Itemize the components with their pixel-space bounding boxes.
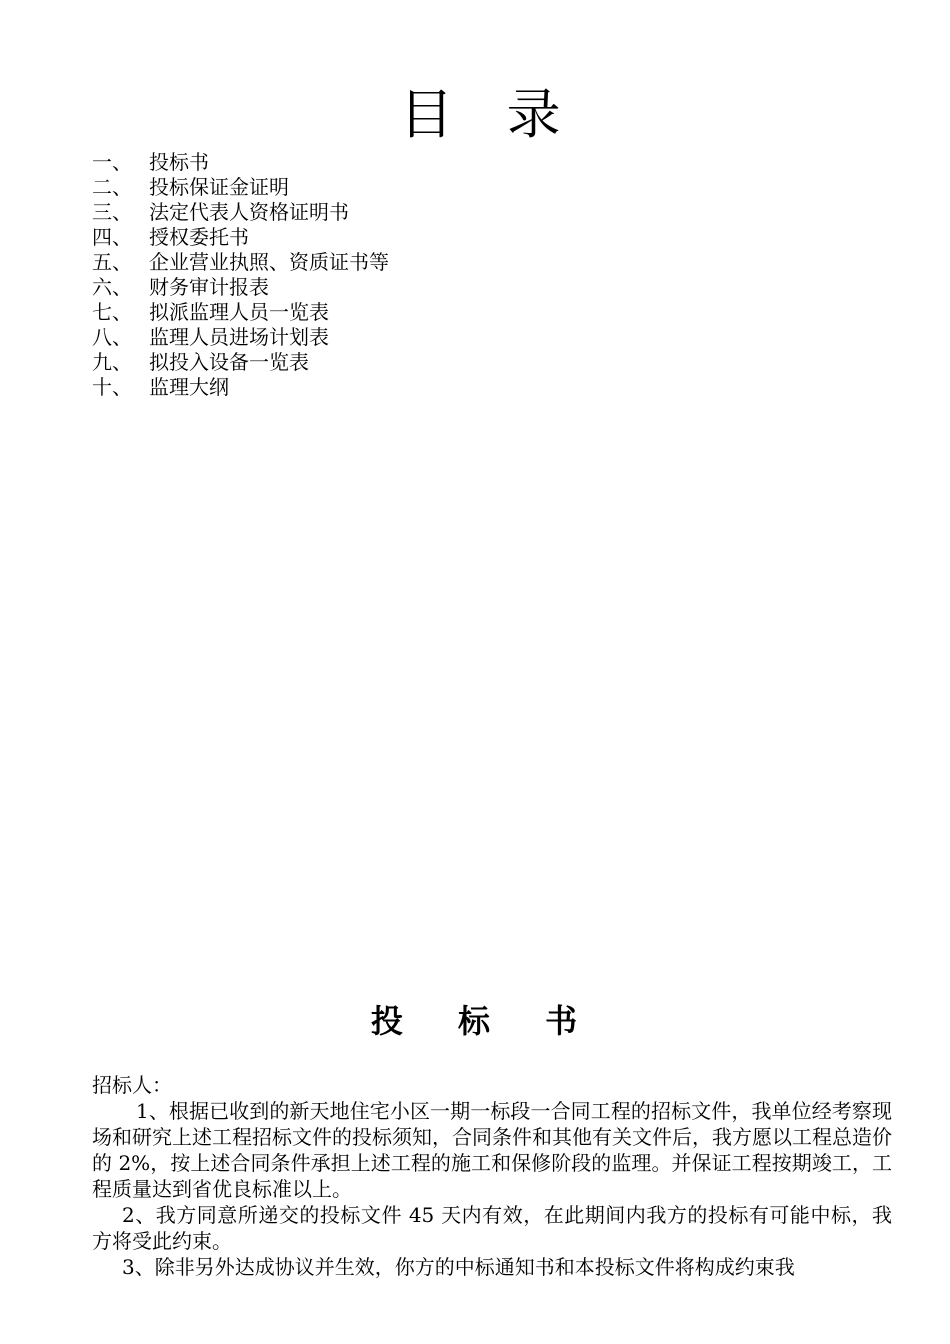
toc-item-label: 法定代表人资格证明书	[149, 200, 349, 224]
bid-letter-title: 投 标 书	[370, 1002, 600, 1040]
toc-item	[92, 225, 389, 250]
toc-item-number: 一、	[92, 150, 132, 174]
toc-list	[92, 150, 389, 400]
toc-item	[92, 300, 389, 325]
toc-item-number: 二、	[92, 175, 132, 199]
toc-item-number: 九、	[92, 350, 132, 374]
toc-item-label: 授权委托书	[149, 225, 249, 249]
bid-letter-body	[92, 1072, 892, 1280]
toc-item-number: 七、	[92, 300, 132, 324]
toc-item-label: 拟投入设备一览表	[149, 350, 309, 374]
toc-item-label: 投标书	[149, 150, 209, 174]
toc-item-label: 监理人员进场计划表	[149, 325, 329, 349]
toc-title: 目 录	[399, 83, 579, 146]
toc-item	[92, 250, 389, 275]
body-paragraph: 1、根据已收到的新天地住宅小区一期一标段一合同工程的招标文件，我单位经考察现场和研究上述工程招标文件的投标须知，合同条件和其他有关文件后，我方愿以工程总造价的 2%，按上述合同条件承担上述工程的施工和保修阶段的监理。并保证工程按期竣工，工程质量达到省优良标准以上。	[92, 1099, 892, 1201]
toc-item-label: 拟派监理人员一览表	[149, 300, 329, 324]
addressee-line: 招标人：	[92, 1073, 172, 1097]
toc-item-label: 投标保证金证明	[149, 175, 289, 199]
toc-item	[92, 175, 389, 200]
toc-item	[92, 375, 389, 400]
toc-item-number: 四、	[92, 225, 132, 249]
toc-item-label: 企业营业执照、资质证书等	[149, 250, 389, 274]
toc-item	[92, 325, 389, 350]
toc-item-number: 三、	[92, 200, 132, 224]
toc-item	[92, 350, 389, 375]
toc-item	[92, 275, 389, 300]
body-paragraph: 3、除非另外达成协议并生效，你方的中标通知书和本投标文件将构成约束我	[122, 1255, 795, 1279]
toc-item-number: 八、	[92, 325, 132, 349]
toc-item-number: 十、	[92, 375, 132, 399]
toc-item-number: 六、	[92, 275, 132, 299]
body-paragraph: 2、我方同意所递交的投标文件 45 天内有效，在此期间内我方的投标有可能中标，我方将受此约束。	[92, 1203, 892, 1253]
toc-item-number: 五、	[92, 250, 132, 274]
toc-item-label: 监理大纲	[149, 375, 229, 399]
toc-item-label: 财务审计报表	[149, 275, 269, 299]
toc-item	[92, 200, 389, 225]
toc-item	[92, 150, 389, 175]
